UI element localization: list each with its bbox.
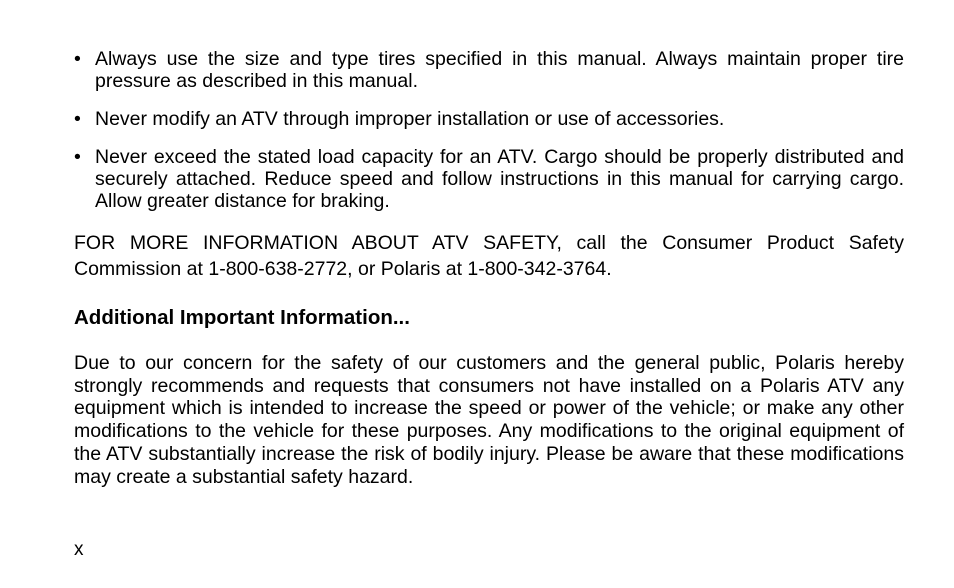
page-number: x [74,539,84,560]
bullet-marker: • [74,48,81,70]
manual-page [74,48,904,488]
bullet-text: Never exceed the stated load capacity for an ATV. Cargo should be properly distributed and securely attached. Reduce speed and follow instructions in this manual for carrying cargo. Allow greater distance for braking. [95,146,904,212]
bullet-tires [74,48,904,92]
body-paragraph: Due to our concern for the safety of our customers and the general public, Polaris hereby strongly recommends and requests that consumers not have installed on a Polaris ATV any equipment which is intended to increase the speed or power of the vehicle; or make any other modifications to the vehicle for these purposes. Any modifications to the original equipment of the ATV substantially increase the risk of bodily injury. Please be aware that these modifications may create a substantial safety hazard. [74,352,904,488]
bullet-marker: • [74,146,81,168]
section-heading: Additional Important Information... [74,306,410,329]
bullet-load-capacity [74,146,904,212]
bullet-modify [74,108,904,130]
safety-info-paragraph: FOR MORE INFORMATION ABOUT ATV SAFETY, call the Consumer Product Safety Commission at 1-800-638-2772, or Polaris at 1-800-342-3764. [74,232,904,280]
bullet-text: Never modify an ATV through improper installation or use of accessories. [95,108,725,130]
bullet-marker: • [74,108,81,130]
bullet-text: Always use the size and type tires specified in this manual. Always maintain proper tire pressure as described in this manual. [95,48,904,92]
